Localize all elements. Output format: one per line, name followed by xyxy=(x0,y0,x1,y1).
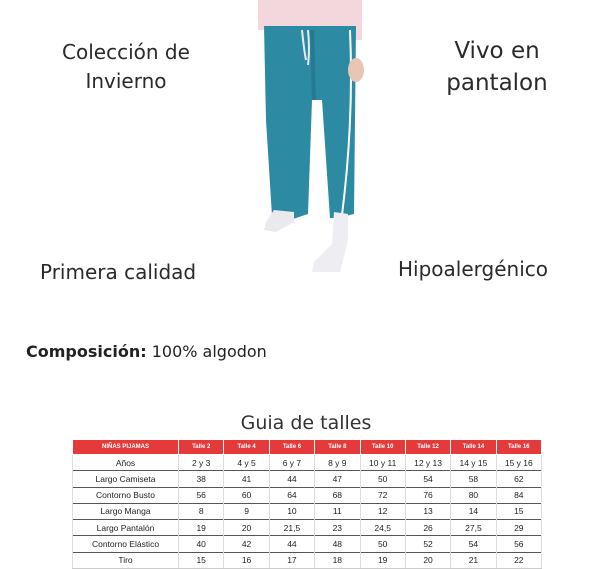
table-cell: 9 xyxy=(224,503,269,519)
table-cell: 8 y 9 xyxy=(315,455,360,471)
feature-calidad: Primera calidad xyxy=(40,260,197,284)
hand xyxy=(348,58,364,82)
feature-hipoalergenico: Hipoalergénico xyxy=(398,257,548,281)
table-cell: 54 xyxy=(451,536,496,552)
table-cell: 64 xyxy=(269,487,314,503)
table-cell: 60 xyxy=(224,487,269,503)
header-cell: Talle 14 xyxy=(451,440,496,455)
table-cell: 14 y 15 xyxy=(451,455,496,471)
table-row xyxy=(73,471,542,487)
size-guide-title: Guia de talles xyxy=(240,412,372,434)
table-cell: 38 xyxy=(179,471,224,487)
table-cell: 50 xyxy=(360,536,405,552)
table-cell: 41 xyxy=(224,471,269,487)
table-cell: 6 y 7 xyxy=(269,455,314,471)
table-row xyxy=(73,520,542,536)
table-cell: 56 xyxy=(496,536,541,552)
table-cell: 2 y 3 xyxy=(179,455,224,471)
table-cell: 13 xyxy=(405,503,450,519)
table-cell: 80 xyxy=(451,487,496,503)
size-guide-table xyxy=(72,439,542,569)
table-cell: 72 xyxy=(360,487,405,503)
table-cell: 58 xyxy=(451,471,496,487)
table-row xyxy=(73,536,542,552)
table-cell: 19 xyxy=(360,552,405,568)
table-cell: 8 xyxy=(179,503,224,519)
header-cell: Talle 2 xyxy=(179,440,224,455)
table-cell: 56 xyxy=(179,487,224,503)
table-cell: 15 xyxy=(179,552,224,568)
table-cell: 76 xyxy=(405,487,450,503)
table-cell: 44 xyxy=(269,471,314,487)
table-cell: 17 xyxy=(269,552,314,568)
header-cell: NIÑAS PIJAMAS xyxy=(73,440,179,455)
sock-left xyxy=(264,210,294,232)
feature-vivo: Vivo en pantalon xyxy=(446,38,548,96)
table-cell: 29 xyxy=(496,520,541,536)
table-cell: 16 xyxy=(224,552,269,568)
table-cell: 42 xyxy=(224,536,269,552)
table-cell: 68 xyxy=(315,487,360,503)
table-cell: 27,5 xyxy=(451,520,496,536)
sock-right xyxy=(312,212,348,272)
product-image xyxy=(250,0,370,275)
table-cell: 23 xyxy=(315,520,360,536)
table-cell: 48 xyxy=(315,536,360,552)
table-cell: 10 y 11 xyxy=(360,455,405,471)
feature-coleccion: Colección de Invierno xyxy=(62,40,190,93)
table-row xyxy=(73,503,542,519)
row-label: Años xyxy=(73,455,179,471)
table-cell: 15 xyxy=(496,503,541,519)
table-cell: 47 xyxy=(315,471,360,487)
table-cell: 26 xyxy=(405,520,450,536)
table-header-row xyxy=(73,440,542,455)
table-cell: 12 y 13 xyxy=(405,455,450,471)
table-row xyxy=(73,487,542,503)
table-cell: 18 xyxy=(315,552,360,568)
table-cell: 12 xyxy=(360,503,405,519)
table-row xyxy=(73,552,542,568)
header-cell: Talle 6 xyxy=(269,440,314,455)
table-cell: 4 y 5 xyxy=(224,455,269,471)
table-row xyxy=(73,455,542,471)
row-label: Tiro xyxy=(73,552,179,568)
table-cell: 40 xyxy=(179,536,224,552)
table-cell: 21,5 xyxy=(269,520,314,536)
composition-value: 100% algodon xyxy=(151,342,267,361)
table-cell: 52 xyxy=(405,536,450,552)
header-cell: Talle 16 xyxy=(496,440,541,455)
table-cell: 84 xyxy=(496,487,541,503)
table-cell: 19 xyxy=(179,520,224,536)
table-cell: 14 xyxy=(451,503,496,519)
row-label: Largo Pantalón xyxy=(73,520,179,536)
header-cell: Talle 10 xyxy=(360,440,405,455)
table-cell: 15 y 16 xyxy=(496,455,541,471)
header-cell: Talle 12 xyxy=(405,440,450,455)
row-label: Contorno Elástico xyxy=(73,536,179,552)
row-label: Largo Manga xyxy=(73,503,179,519)
table-cell: 22 xyxy=(496,552,541,568)
table-cell: 20 xyxy=(405,552,450,568)
table-cell: 44 xyxy=(269,536,314,552)
header-cell: Talle 4 xyxy=(224,440,269,455)
composition xyxy=(26,342,267,361)
table-cell: 21 xyxy=(451,552,496,568)
row-label: Contorno Busto xyxy=(73,487,179,503)
row-label: Largo Camiseta xyxy=(73,471,179,487)
table-cell: 50 xyxy=(360,471,405,487)
table-cell: 54 xyxy=(405,471,450,487)
table-cell: 20 xyxy=(224,520,269,536)
table-cell: 10 xyxy=(269,503,314,519)
pajama-pants xyxy=(264,26,356,220)
composition-label: Composición: xyxy=(26,342,147,361)
table-cell: 24,5 xyxy=(360,520,405,536)
table-cell: 11 xyxy=(315,503,360,519)
header-cell: Talle 8 xyxy=(315,440,360,455)
table-cell: 62 xyxy=(496,471,541,487)
